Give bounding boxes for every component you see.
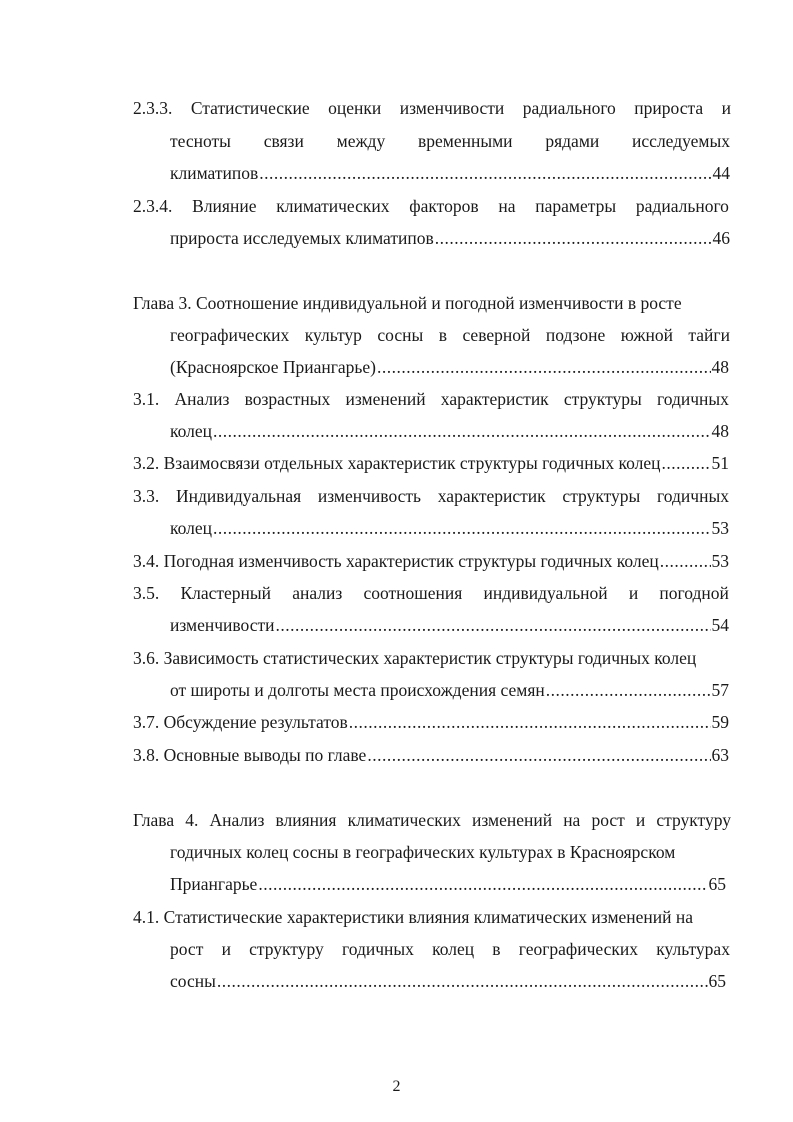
word: изменчивости <box>399 98 505 118</box>
word: Кластерный <box>180 583 272 603</box>
word: и <box>221 939 231 959</box>
word: рост <box>591 810 625 830</box>
word: культурах <box>656 939 730 959</box>
word: тесноты <box>170 131 231 151</box>
entry-title: 3.4. Погодная изменчивость характеристик структуры годичных колец <box>133 551 659 571</box>
word: на <box>498 196 516 216</box>
word: Глава <box>133 810 175 830</box>
word: структуры <box>562 486 641 506</box>
entry-title: 3.2. Взаимосвязи отдельных характеристик структуры годичных колец <box>133 453 661 473</box>
word: Анализ <box>174 389 230 409</box>
toc-entry-4-1-line-3[interactable] <box>170 971 726 992</box>
page-ref: 53 <box>711 551 729 571</box>
page-number: 2 <box>392 1078 401 1095</box>
entry-title: от широты и долготы места происхождения семян <box>170 680 545 700</box>
word: радиального <box>522 98 616 118</box>
word: климатических <box>276 196 390 216</box>
dot-leader <box>435 228 712 249</box>
word: колец <box>432 939 475 959</box>
word: анализ <box>292 583 343 603</box>
page-ref: 65 <box>708 971 726 991</box>
word: 3.5. <box>133 583 160 603</box>
toc-chapter-3-line-2 <box>170 325 730 346</box>
word: Индивидуальная <box>176 486 302 506</box>
page-ref: 46 <box>712 228 730 248</box>
word: и <box>635 810 646 830</box>
word: соотношения <box>363 583 463 603</box>
entry-title: 3.8. Основные выводы по главе <box>133 745 367 765</box>
word: подзоне <box>545 325 606 345</box>
word: возрастных <box>244 389 331 409</box>
dot-leader <box>660 551 711 572</box>
word: связи <box>263 131 304 151</box>
word: южной <box>620 325 673 345</box>
dot-leader <box>217 971 708 992</box>
word: климатических <box>347 810 461 830</box>
word: погодной <box>659 583 729 603</box>
page-ref: 44 <box>712 163 730 183</box>
word: рост <box>170 939 204 959</box>
toc-entry-3-8[interactable] <box>133 745 729 766</box>
page-ref: 53 <box>711 518 729 538</box>
toc-entry-2-3-3-line-3[interactable] <box>170 163 730 184</box>
word: Статистические <box>190 98 310 118</box>
dot-leader <box>377 357 710 378</box>
word: структуру <box>249 939 324 959</box>
word: радиального <box>635 196 729 216</box>
word: северной <box>462 325 531 345</box>
word: прироста <box>634 98 704 118</box>
toc-entry-3-6-line-1: 3.6. Зависимость статистических характеристик структуры годичных колец <box>133 648 697 668</box>
word: и <box>721 98 731 118</box>
entry-title: климатипов <box>170 163 259 183</box>
word: и <box>628 583 639 603</box>
word: исследуемых <box>632 131 730 151</box>
toc-entry-3-7[interactable] <box>133 712 729 733</box>
word: 2.3.4. <box>133 196 173 216</box>
toc-chapter-4-line-3[interactable] <box>170 874 726 895</box>
dot-leader <box>349 712 711 733</box>
page-ref: 59 <box>711 712 729 732</box>
toc-entry-2-3-4-line-1 <box>133 196 729 217</box>
entry-title: колец <box>170 518 212 538</box>
toc-entry-4-1-line-1: 4.1. Статистические характеристики влияния климатических изменений на <box>133 907 694 927</box>
word: культур <box>304 325 362 345</box>
dot-leader <box>276 615 711 636</box>
toc-entry-3-3-line-1 <box>133 486 729 507</box>
dot-leader <box>258 874 707 895</box>
word: 3.1. <box>133 389 160 409</box>
toc-entry-2-3-3-line-2 <box>170 131 730 152</box>
toc-entry-3-5-line-1 <box>133 583 729 604</box>
word: на <box>563 810 581 830</box>
dot-leader <box>367 745 710 766</box>
word: годичных <box>656 389 729 409</box>
word: Влияние <box>192 196 257 216</box>
toc-entry-4-1-line-2 <box>170 939 730 960</box>
page-ref: 65 <box>708 874 726 894</box>
word: географических <box>518 939 639 959</box>
word: Анализ <box>209 810 265 830</box>
word: факторов <box>409 196 479 216</box>
word: 4. <box>185 810 199 830</box>
toc-chapter-4-line-2: годичных колец сосны в географических культурах в Красноярском <box>170 842 676 862</box>
toc-entry-3-1-line-2[interactable] <box>170 421 729 442</box>
word: географических <box>170 325 290 345</box>
page-ref: 63 <box>711 745 729 765</box>
page-ref: 54 <box>711 615 729 635</box>
toc-entry-3-1-line-1 <box>133 389 729 410</box>
page-ref: 48 <box>711 357 729 377</box>
word: в <box>492 939 501 959</box>
entry-title: (Красноярское Приангарье) <box>170 357 377 377</box>
toc-entry-3-5-line-2[interactable] <box>170 615 729 636</box>
page-ref: 57 <box>711 680 729 700</box>
toc-entry-3-4[interactable] <box>133 551 729 572</box>
toc-entry-3-6-line-2[interactable] <box>170 680 729 701</box>
dot-leader <box>661 453 710 474</box>
entry-title: Приангарье <box>170 874 258 894</box>
entry-title: сосны <box>170 971 216 991</box>
entry-title: прироста исследуемых климатипов <box>170 228 434 248</box>
word: изменений <box>471 810 553 830</box>
page-ref: 51 <box>711 453 729 473</box>
word: индивидуальной <box>483 583 608 603</box>
word: параметры <box>535 196 617 216</box>
toc-entry-2-3-4-line-2[interactable] <box>170 228 730 249</box>
toc-entry-2-3-3-line-1 <box>133 98 731 119</box>
word: временными <box>418 131 513 151</box>
word: характеристик <box>440 389 549 409</box>
toc-chapter-3-line-1: Глава 3. Соотношение индивидуальной и погодной изменчивости в росте <box>133 293 682 313</box>
toc-chapter-3-line-3[interactable] <box>170 357 729 378</box>
toc-entry-3-3-line-2[interactable] <box>170 518 729 539</box>
word: оценки <box>328 98 382 118</box>
word: в <box>438 325 447 345</box>
entry-title: колец <box>170 421 212 441</box>
word: влияния <box>275 810 337 830</box>
word: изменений <box>345 389 426 409</box>
dot-leader <box>546 680 711 701</box>
word: структуры <box>563 389 642 409</box>
dot-leader <box>259 163 711 184</box>
word: рядами <box>545 131 600 151</box>
word: тайги <box>688 325 730 345</box>
dot-leader <box>213 421 711 442</box>
toc-entry-3-2[interactable] <box>133 453 729 474</box>
entry-title: изменчивости <box>170 615 275 635</box>
word: структуру <box>656 810 731 830</box>
word: 3.3. <box>133 486 160 506</box>
word: характеристик <box>437 486 546 506</box>
toc-chapter-4-line-1 <box>133 810 731 831</box>
dot-leader <box>213 518 711 539</box>
word: между <box>336 131 386 151</box>
word: 2.3.3. <box>133 98 173 118</box>
page-ref: 48 <box>711 421 729 441</box>
word: изменчивость <box>317 486 422 506</box>
entry-title: 3.7. Обсуждение результатов <box>133 712 348 732</box>
word: сосны <box>377 325 424 345</box>
word: годичных <box>341 939 414 959</box>
word: годичных <box>657 486 729 506</box>
